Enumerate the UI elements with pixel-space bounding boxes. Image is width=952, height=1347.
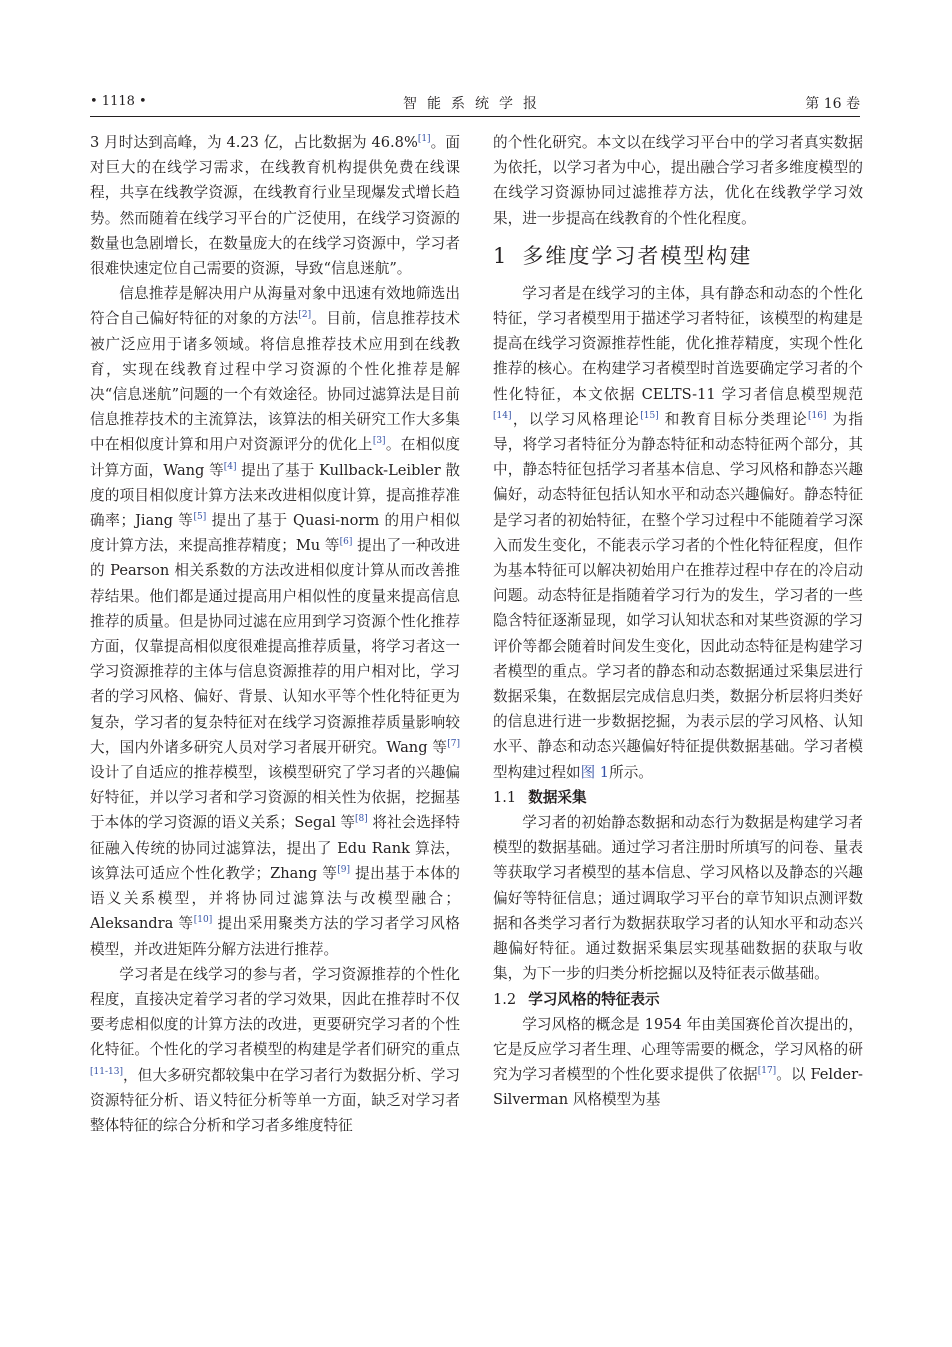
running-header (90, 90, 860, 117)
figure-link[interactable]: 图 1 (580, 763, 610, 781)
paragraph: 学习者是在线学习的参与者，学习资源推荐的个性化程度，直接决定着学习者的学习效果，因此在推荐时不仅要考虑相似度的计算方法的改进，更要研究学习者的个性化特征。个性化的学习者模型的构建是学者们研究的重点[11-13]，但大多研究都较集中在学习者行为数据分析、学习资源特征分析、语义特征分析等单一方面，缺乏对学习者整体特征的综合分析和学习者多维度特征 (90, 965, 460, 1134)
section-heading (493, 241, 863, 271)
citation-link[interactable]: [10] (193, 915, 213, 926)
paragraph: 学习者是在线学习的主体，具有静态和动态的个性化特征，学习者模型用于描述学习者特征，该模型的构建是提高在线学习资源推荐性能，优化推荐精度，实现个性化推荐的核心。在构建学习者模型时首选要确定学习者的个性化特征，本文依据 CELTS-11 学习者信息模型规范[14]，以学习风格理论[15] 和教育目标分类理论[16] 为指导，将学习者特征分为静态特征和动态特征两个部分，其中，静态特征包括学习者基本信息、学习风格和静态兴趣偏好，动态特征包括认知水平和动态兴趣偏好。静态特征是学习者的初始特征，在整个学习过程中不能随着学习深入而发生变化，不能表示学习者的个性化特征程度，但作为基本特征可以解决初始用户在推荐过程中存在的冷启动问题。动态特征是指随着学习行为的发生，学习者的一些隐含特征逐渐显现，如学习认知状态和对某些资源的学习评价等都会随着时间发生变化，因此动态特征是构建学习者模型的重点。学习者的静态和动态数据通过采集层进行数据采集，在数据层完成信息归类，数据分析层将归类好的信息进行进一步数据挖掘，为表示层的学习风格、认知水平、静态和动态兴趣偏好特征提供数据基础。学习者模型构建过程如图 1所示。 (493, 284, 864, 781)
subsection-title: 学习风格的特征表示 (528, 990, 660, 1008)
subsection-heading (493, 785, 863, 810)
citation-link[interactable]: [15] (640, 410, 659, 421)
citation-link[interactable]: [1] (417, 134, 431, 144)
section-number: 1 (493, 243, 509, 268)
paragraph: 3 月时达到高峰，为 4.23 亿，占比数据为 46.8%[1]。面对巨大的在线学习需求，在线教育机构提供免费在线课程，共享在线教学资源，在线教育行业呈现爆发式增长趋势。然而随着在线学习平台的广泛使用，在线学习资源的数量也急剧增长，在数量庞大的在线学习资源中，学习者很难快速定位自己需要的资源，导致“信息迷航”。 (90, 134, 460, 278)
citation-link[interactable]: [7] (447, 738, 460, 749)
journal-title: 智能系统学报 (403, 96, 547, 112)
subsection-heading (493, 987, 863, 1012)
citation-link[interactable]: [9] (337, 864, 351, 875)
paragraph: 的个性化研究。本文以在线学习平台中的学习者真实数据为依托，以学习者为中心，提出融合学习者多维度模型的在线学习资源协同过滤推荐方法，优化在线教学学习效果，进一步提高在线教育的个性化程度。 (493, 134, 863, 227)
subsection-number: 1.2 (493, 990, 517, 1008)
citation-link[interactable]: [17] (757, 1066, 777, 1077)
paragraph: 信息推荐是解决用户从海量对象中迅速有效地筛选出符合自己偏好特征的对象的方法[2]。目前，信息推荐技术被广泛应用于诸多领域。将信息推荐技术应用到在线教育，实现在线教育过程中学习资源的个性化推荐是解决“信息迷航”问题的一个有效途径。协同过滤算法是目前信息推荐技术的主流算法，该算法的相关研究工作大多集中在相似度计算和用户对资源评分的优化上[3]。在相似度计算方面，Wang 等[4] 提出了基于 Kullback-Leibler 散度的项目相似度计算方法来改进相似度计算，提高推荐准确率；Jiang 等[5] 提出了基于 Quasi-norm 的用户相似度计算方法，来提高推荐精度；Mu 等[6] 提出了一种改进的 Pearson 相关系数的方法改进相似度计算从而改善推荐结果。他们都是通过提高用户相似性的度量来提高信息推荐的质量。但是协同过滤在应用到学习资源个性化推荐方面，仅靠提高相似度很难提高推荐质量，将学习者这一学习资源推荐的主体与信息资源推荐的用户相对比，学习者的学习风格、偏好、背景、认知水平等个性化特征更为复杂，学习者的复杂特征对在线学习资源推荐质量影响较大，国内外诸多研究人员对学习者展开研究。Wang 等[7] 设计了自适应的推荐模型，该模型研究了学习者的兴趣偏好特征，并以学习者和学习资源的相关性为依据，挖掘基于本体的学习资源的语义关系；Segal 等[8] 将社会选择特征融入传统的协同过滤算法，提出了 Edu Rank 算法，该算法可适应个性化教学；Zhang 等[9] 提出基于本体的语义关系模型，并将协同过滤算法与改模型融合；Aleksandra 等[10] 提出采用聚类方法的学习者学习风格模型，并改进矩阵分解方法进行推荐。 (90, 285, 461, 958)
citation-link[interactable]: [2] (298, 310, 312, 321)
volume-label: 第 16 卷 (805, 96, 860, 112)
citation-link[interactable]: [6] (339, 537, 353, 548)
citation-link[interactable]: [8] (355, 814, 368, 825)
subsection-title: 数据采集 (528, 788, 587, 806)
subsection-number: 1.1 (493, 788, 517, 806)
paragraph: 学习者的初始静态数据和动态行为数据是构建学习者模型的数据基础。通过学习者注册时所填写的问卷、量表等获取学习者模型的基本信息、学习风格以及静态的兴趣偏好等特征信息；通过调取学习平台的章节知识点测评数据和各类学习者行为数据获取学习者的认知水平和动态兴趣偏好特征。通过数据采集层实现基础数据的获取与收集，为下一步的归类分析挖掘以及特征表示做基础。 (493, 814, 863, 983)
paragraph: 学习风格的概念是 1954 年由美国赛伦首次提出的，它是反应学习者生理、心理等需要的概念，学习风格的研究为学习者模型的个性化要求提供了依据[17]。以 Felder-Silverman 风格模型为基 (493, 1015, 863, 1109)
right-column (493, 130, 863, 1113)
citation-link[interactable]: [11-13] (90, 1066, 123, 1077)
section-title: 多维度学习者模型构建 (522, 243, 753, 268)
citation-link[interactable]: [5] (193, 512, 207, 523)
citation-link[interactable]: [4] (223, 461, 237, 472)
citation-link[interactable]: [14] (493, 410, 512, 421)
left-column (90, 130, 460, 1138)
citation-link[interactable]: [3] (372, 436, 386, 447)
page-number: • 1118 • (90, 94, 147, 109)
citation-link[interactable]: [16] (808, 410, 827, 421)
